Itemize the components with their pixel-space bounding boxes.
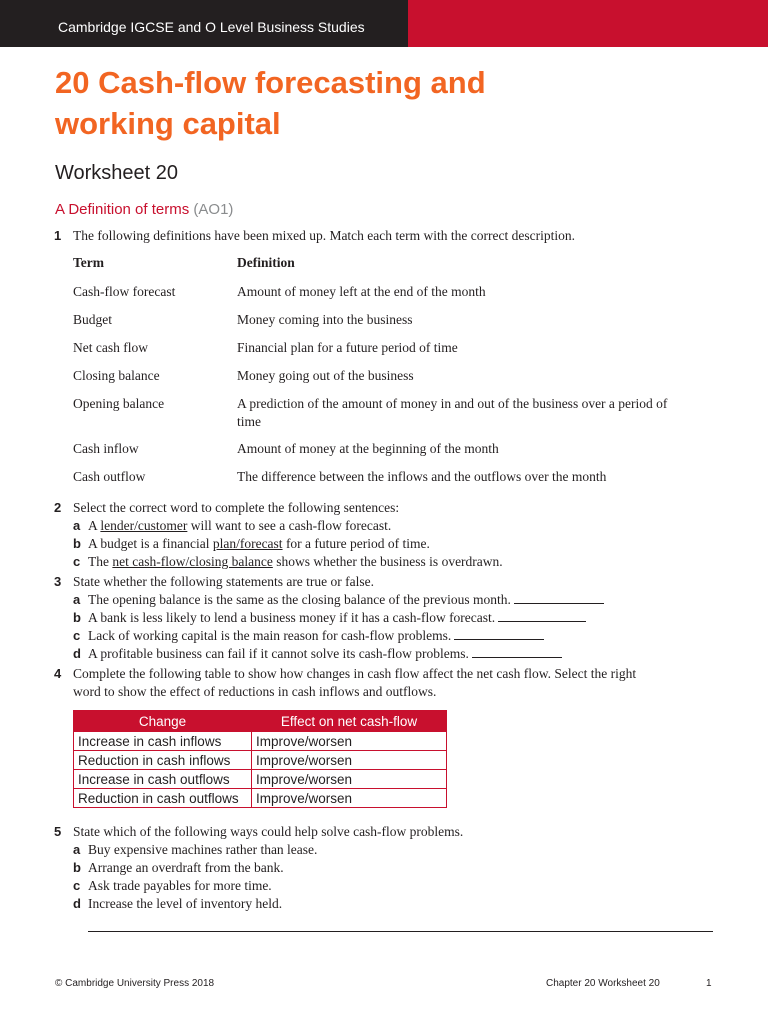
item-letter: c (73, 878, 81, 893)
item-letter: b (73, 860, 81, 875)
item-letter: a (73, 842, 81, 857)
sentence-item (88, 535, 430, 553)
section-code: (AO1) (193, 201, 234, 218)
definition-item: Amount of money left at the end of the month (237, 284, 486, 299)
sentence-text: A budget is a financial (88, 536, 213, 551)
answer-blank[interactable] (498, 609, 586, 622)
table-row (74, 770, 447, 789)
word-choice[interactable]: lender/customer (100, 518, 188, 533)
option-item: Increase the level of inventory held. (88, 896, 283, 911)
book-title: Cambridge IGCSE and O Level Business Studies (58, 19, 365, 35)
term-item: Opening balance (73, 396, 165, 411)
term-item: Cash inflow (73, 441, 139, 456)
statement-item (88, 591, 604, 609)
change-cell: Reduction in cash outflows (74, 789, 252, 808)
change-column-header: Change (74, 711, 252, 732)
term-column-header: Term (73, 255, 104, 270)
statement-item (88, 645, 562, 663)
effect-cell[interactable]: Improve/worsen (252, 789, 447, 808)
answer-blank[interactable] (472, 645, 562, 658)
question-number: 3 (54, 574, 62, 589)
statement-text: A bank is less likely to lend a business money if it has a cash-flow forecast. (88, 610, 496, 625)
sentence-text: The (88, 554, 113, 569)
question-number: 5 (54, 824, 62, 839)
statement-text: A profitable business can fail if it cannot solve its cash-flow problems. (88, 646, 469, 661)
item-letter: c (73, 554, 81, 569)
table-header-row (74, 711, 447, 732)
footer-chapter-ref: Chapter 20 Worksheet 20 (546, 978, 660, 989)
page-number: 1 (706, 978, 712, 989)
definition-column-header: Definition (237, 255, 295, 270)
section-label: A Definition of terms (55, 201, 190, 218)
term-item: Closing balance (73, 368, 160, 383)
question-number: 4 (54, 666, 62, 681)
question-text: State which of the following ways could help solve cash-flow problems. (73, 824, 464, 839)
question-text-line1: Complete the following table to show how changes in cash flow affect the net cash flow. Select the right (73, 666, 637, 681)
option-item: Ask trade payables for more time. (88, 878, 272, 893)
question-number: 2 (54, 500, 62, 515)
term-item: Budget (73, 312, 112, 327)
item-letter: d (73, 646, 81, 661)
chapter-title (55, 62, 486, 144)
sentence-text: for a future period of time. (282, 536, 430, 551)
word-choice[interactable]: net cash-flow/closing balance (112, 554, 273, 569)
cash-flow-effect-table (73, 710, 447, 808)
effect-cell[interactable]: Improve/worsen (252, 732, 447, 751)
item-letter: c (73, 628, 81, 643)
question-text-line2: word to show the effect of reductions in cash inflows and outflows. (73, 684, 437, 699)
section-heading (55, 201, 233, 218)
change-cell: Reduction in cash inflows (74, 751, 252, 770)
effect-cell[interactable]: Improve/worsen (252, 751, 447, 770)
question-text: The following definitions have been mixed up. Match each term with the correct description. (73, 228, 575, 243)
term-item: Cash-flow forecast (73, 284, 176, 299)
question-number: 1 (54, 228, 62, 243)
answer-blank[interactable] (454, 627, 544, 640)
question-text: Select the correct word to complete the following sentences: (73, 500, 400, 515)
chapter-title-line1: 20 Cash-flow forecasting and (55, 65, 486, 100)
option-item: Buy expensive machines rather than lease. (88, 842, 318, 857)
item-letter: a (73, 592, 81, 607)
header-bar-accent (408, 0, 768, 47)
item-letter: b (73, 536, 81, 551)
item-letter: d (73, 896, 81, 911)
item-letter: b (73, 610, 81, 625)
term-item: Net cash flow (73, 340, 148, 355)
table-row (74, 789, 447, 808)
effect-cell[interactable]: Improve/worsen (252, 770, 447, 789)
statement-item (88, 609, 586, 627)
definition-item: Money coming into the business (237, 312, 413, 327)
chapter-title-line2: working capital (55, 106, 281, 141)
word-choice[interactable]: plan/forecast (212, 536, 283, 551)
answer-line[interactable] (88, 931, 713, 932)
statement-item (88, 627, 544, 645)
sentence-text: A (88, 518, 101, 533)
definition-item: Amount of money at the beginning of the month (237, 441, 499, 456)
answer-blank[interactable] (514, 591, 604, 604)
effect-column-header: Effect on net cash-flow (252, 711, 447, 732)
question-text: State whether the following statements are true or false. (73, 574, 375, 589)
sentence-text: will want to see a cash-flow forecast. (187, 518, 392, 533)
term-item: Cash outflow (73, 469, 146, 484)
footer-copyright: © Cambridge University Press 2018 (55, 978, 215, 989)
worksheet-heading: Worksheet 20 (55, 162, 179, 184)
option-item: Arrange an overdraft from the bank. (88, 860, 284, 875)
change-cell: Increase in cash outflows (74, 770, 252, 789)
sentence-item (88, 517, 391, 535)
table-row (74, 751, 447, 770)
table-row (74, 732, 447, 751)
definition-item: The difference between the inflows and the outflows over the month (237, 469, 607, 484)
definition-item: A prediction of the amount of money in and out of the business over a period of time (237, 396, 668, 429)
sentence-item (88, 553, 503, 571)
item-letter: a (73, 518, 81, 533)
definition-item: Money going out of the business (237, 368, 414, 383)
sentence-text: shows whether the business is overdrawn. (272, 554, 503, 569)
statement-text: Lack of working capital is the main reason for cash-flow problems. (88, 628, 452, 643)
change-cell: Increase in cash inflows (74, 732, 252, 751)
statement-text: The opening balance is the same as the closing balance of the previous month. (88, 592, 511, 607)
definition-item: Financial plan for a future period of time (237, 340, 458, 355)
